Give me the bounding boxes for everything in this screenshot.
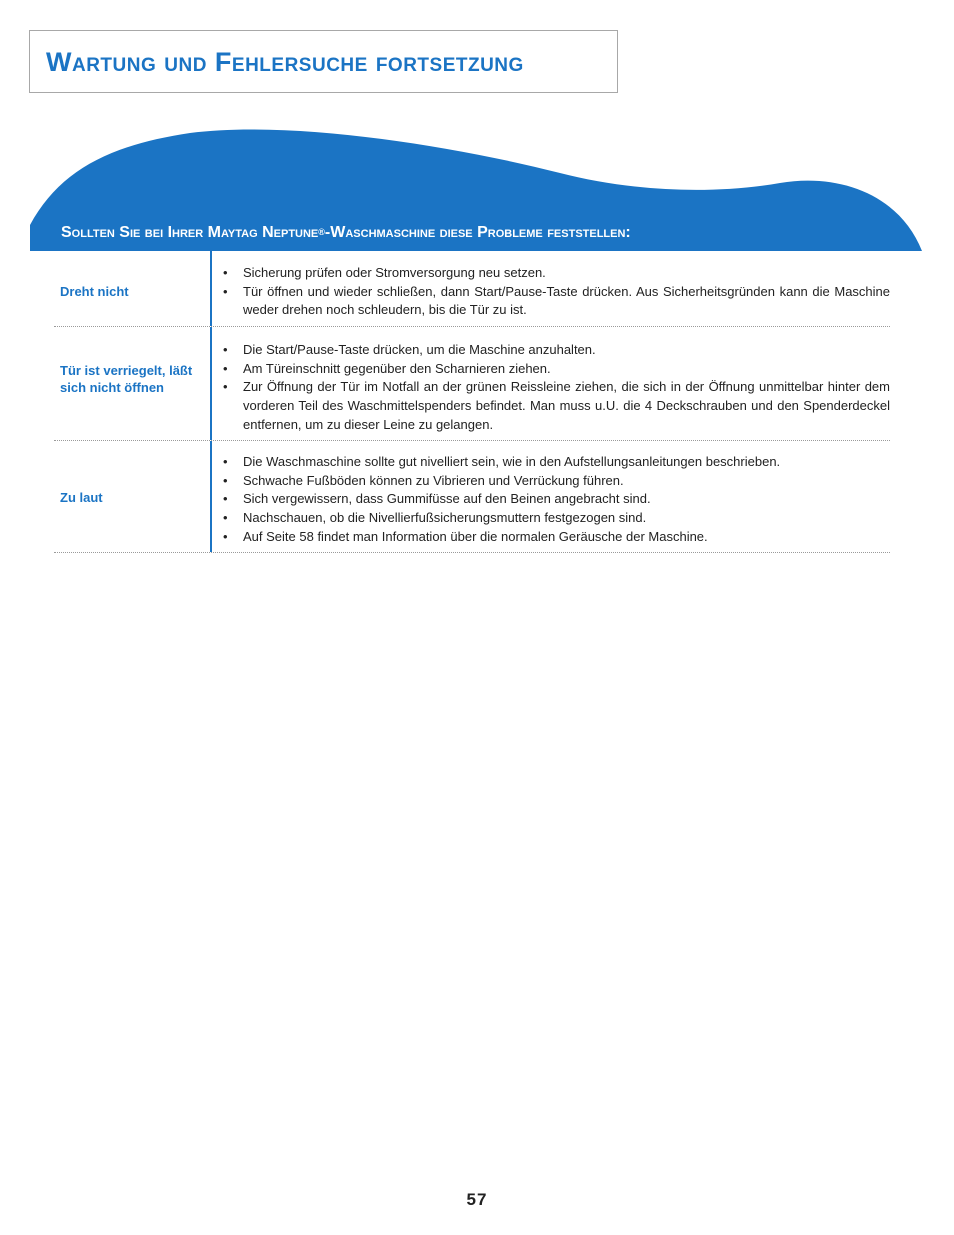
problem-label-cell [54,327,212,440]
table-row [54,441,890,553]
registered-mark: ® [318,227,325,237]
solution-list [212,251,890,326]
list-item: • Am Türeinschnitt gegenüber den Scharnieren ziehen. [212,360,890,379]
banner-heading [61,223,631,243]
list-item: • Zur Öffnung der Tür im Notfall an der grünen Reissleine ziehen, die sich in der Öffnung unmittelbar hinter dem vorderen Teil des Waschmittelspenders befindet. Man muss u.U. die 4 Deckschrauben und den Spenderdeckel entfernen, um zu dieser Leine zu gelangen. [212,378,890,434]
solution-list [212,441,890,552]
page-number: 57 [466,1190,488,1209]
list-item: • Schwache Fußböden können zu Vibrieren und Verrückung führen. [212,472,890,491]
page-title-box [29,30,618,93]
list-item: • Auf Seite 58 findet man Information über die normalen Geräusche der Maschine. [212,528,890,547]
problem-label-cell [54,251,212,326]
list-item: • Sicherung prüfen oder Stromversorgung neu setzen. [212,264,890,283]
table-row [54,327,890,441]
list-item: • Die Start/Pause-Taste drücken, um die Maschine anzuhalten. [212,341,890,360]
banner-heading-part-1: Sollten Sie bei Ihrer Maytag Neptune [61,224,319,241]
list-item: • Die Waschmaschine sollte gut nivelliert sein, wie in den Aufstellungsanleitungen beschrieben. [212,453,890,472]
problem-label: Tür ist verriegelt, läßt sich nicht öffnen [60,363,193,395]
table-row [54,251,890,327]
troubleshooting-table [54,251,890,553]
list-item: • Tür öffnen und wieder schließen, dann Start/Pause-Taste drücken. Aus Sicherheitsgründen kann die Maschine weder drehen noch schleudern, bis die Tür zu ist. [212,283,890,320]
solution-list [212,327,890,440]
list-item: • Sich vergewissern, dass Gummifüsse auf den Beinen angebracht sind. [212,490,890,509]
problem-label-cell [54,441,212,552]
problem-label: Dreht nicht [60,284,129,299]
banner-heading-part-2: -Waschmaschine diese Probleme feststellen: [324,224,631,241]
section-banner [30,125,922,251]
list-item: • Nachschauen, ob die Nivellierfußsicherungsmuttern festgezogen sind. [212,509,890,528]
page-title: Wartung und Fehlersuche fortsetzung [46,47,524,77]
problem-label: Zu laut [60,490,103,505]
